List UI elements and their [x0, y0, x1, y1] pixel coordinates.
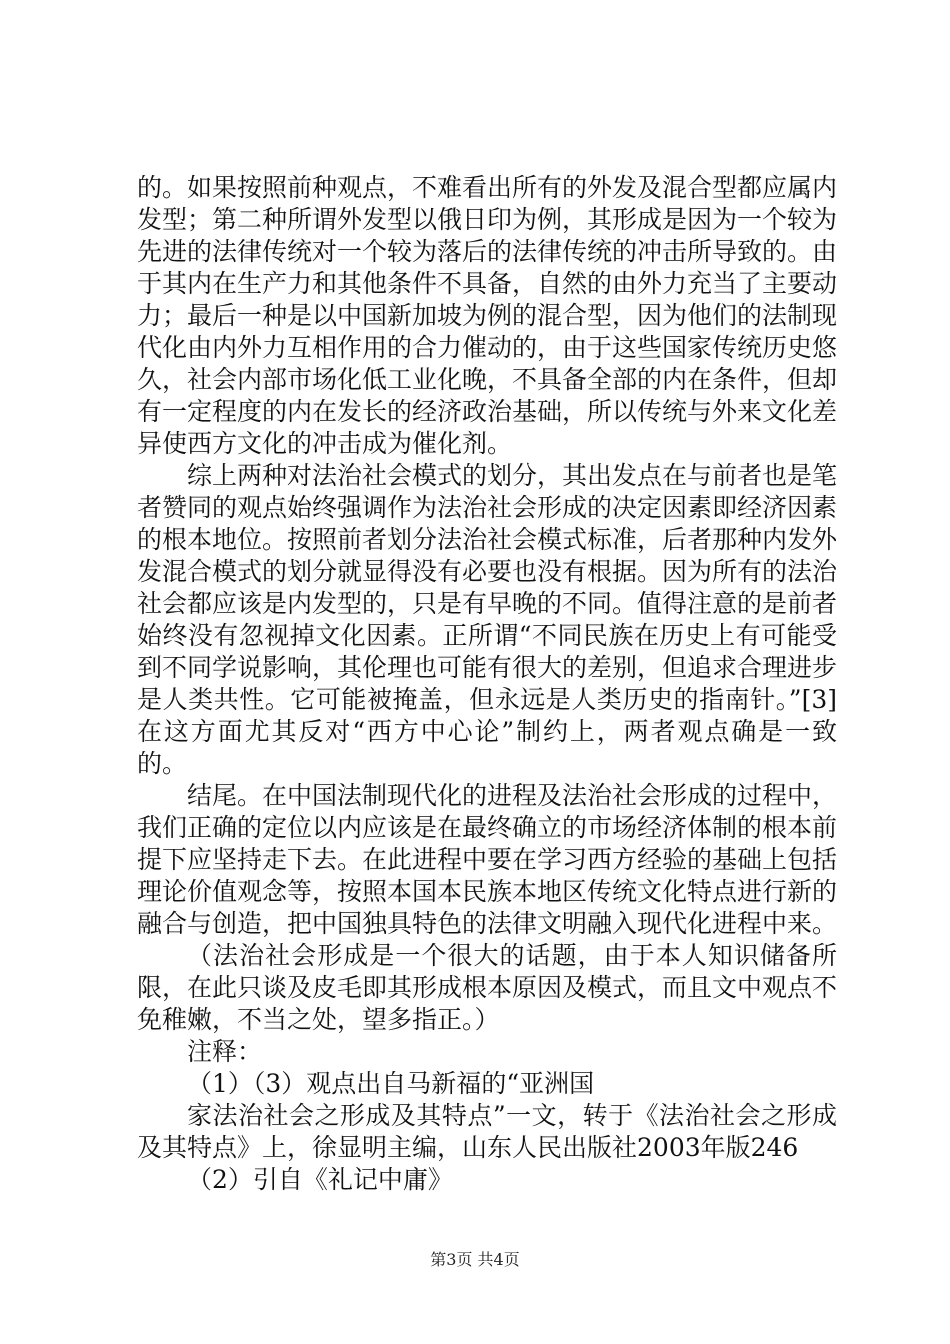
note-1-3-line-1: （1）（3）观点出自马新福的“亚洲国 [187, 1069, 595, 1098]
note-2: （2）引自《礼记中庸》 [187, 1165, 453, 1194]
page-number-footer: 第3页 共4页 [430, 1250, 520, 1269]
paragraph-conclusion: 结尾。在中国法制现代化的进程及法治社会形成的过程中，我们正确的定位以内应该是在最终确立的市场经济体制的根本前提下应坚持走下去。在此进程中要在学习西方经验的基础上包括理论价值观念等，按照本国本民族本地区传统文化特点进行新的融合与创造，把中国独具特色的法律文明融入现代化进程中来。 [137, 781, 838, 938]
paragraph-author-note: （法治社会形成是一个很大的话题，由于本人知识储备所限，在此只谈及皮毛即其形成根本原因及模式，而且文中观点不免稚嫩，不当之处，望多指正。） [137, 941, 838, 1034]
paragraph-summary: 综上两种对法治社会模式的划分，其出发点在与前者也是笔者赞同的观点始终强调作为法治社会形成的决定因素即经济因素的根本地位。按照前者划分法治社会模式标准，后者那种内发外发混合模式的划分就显得没有必要也没有根据。因为所有的法治社会都应该是内发型的，只是有早晚的不同。值得注意的是前者始终没有忽视掉文化因素。正所谓“不同民族在历史上有可能受到不同学说影响，其伦理也可能有很大的差别，但追求合理进步是人类共性。它可能被掩盖，但永远是人类历史的指南针。”[3]在这方面尤其反对“西方中心论”制约上，两者观点确是一致的。 [137, 461, 838, 778]
notes-heading: 注释： [187, 1037, 263, 1066]
paragraph-pattern-continuation: 的。如果按照前种观点，不难看出所有的外发及混合型都应属内发型；第二种所谓外发型以俄日印为例，其形成是因为一个较为先进的法律传统对一个较为落后的法律传统的冲击所导致的。由于其内在生产力和其他条件不具备，自然的由外力充当了主要动力；最后一种是以中国新加坡为例的混合型，因为他们的法制现代化由内外力互相作用的合力催动的，由于这些国家传统历史悠久，社会内部市场化低工业化晚，不具备全部的内在条件，但却有一定程度的内在发长的经济政治基础，所以传统与外来文化差异使西方文化的冲击成为催化剂。 [137, 173, 838, 458]
document-body [137, 172, 837, 1196]
note-1-3-line-2: 家法治社会之形成及其特点”一文，转于《法治社会之形成及其特点》上，徐显明主编，山东人民出版社2003年版246 [137, 1101, 837, 1162]
